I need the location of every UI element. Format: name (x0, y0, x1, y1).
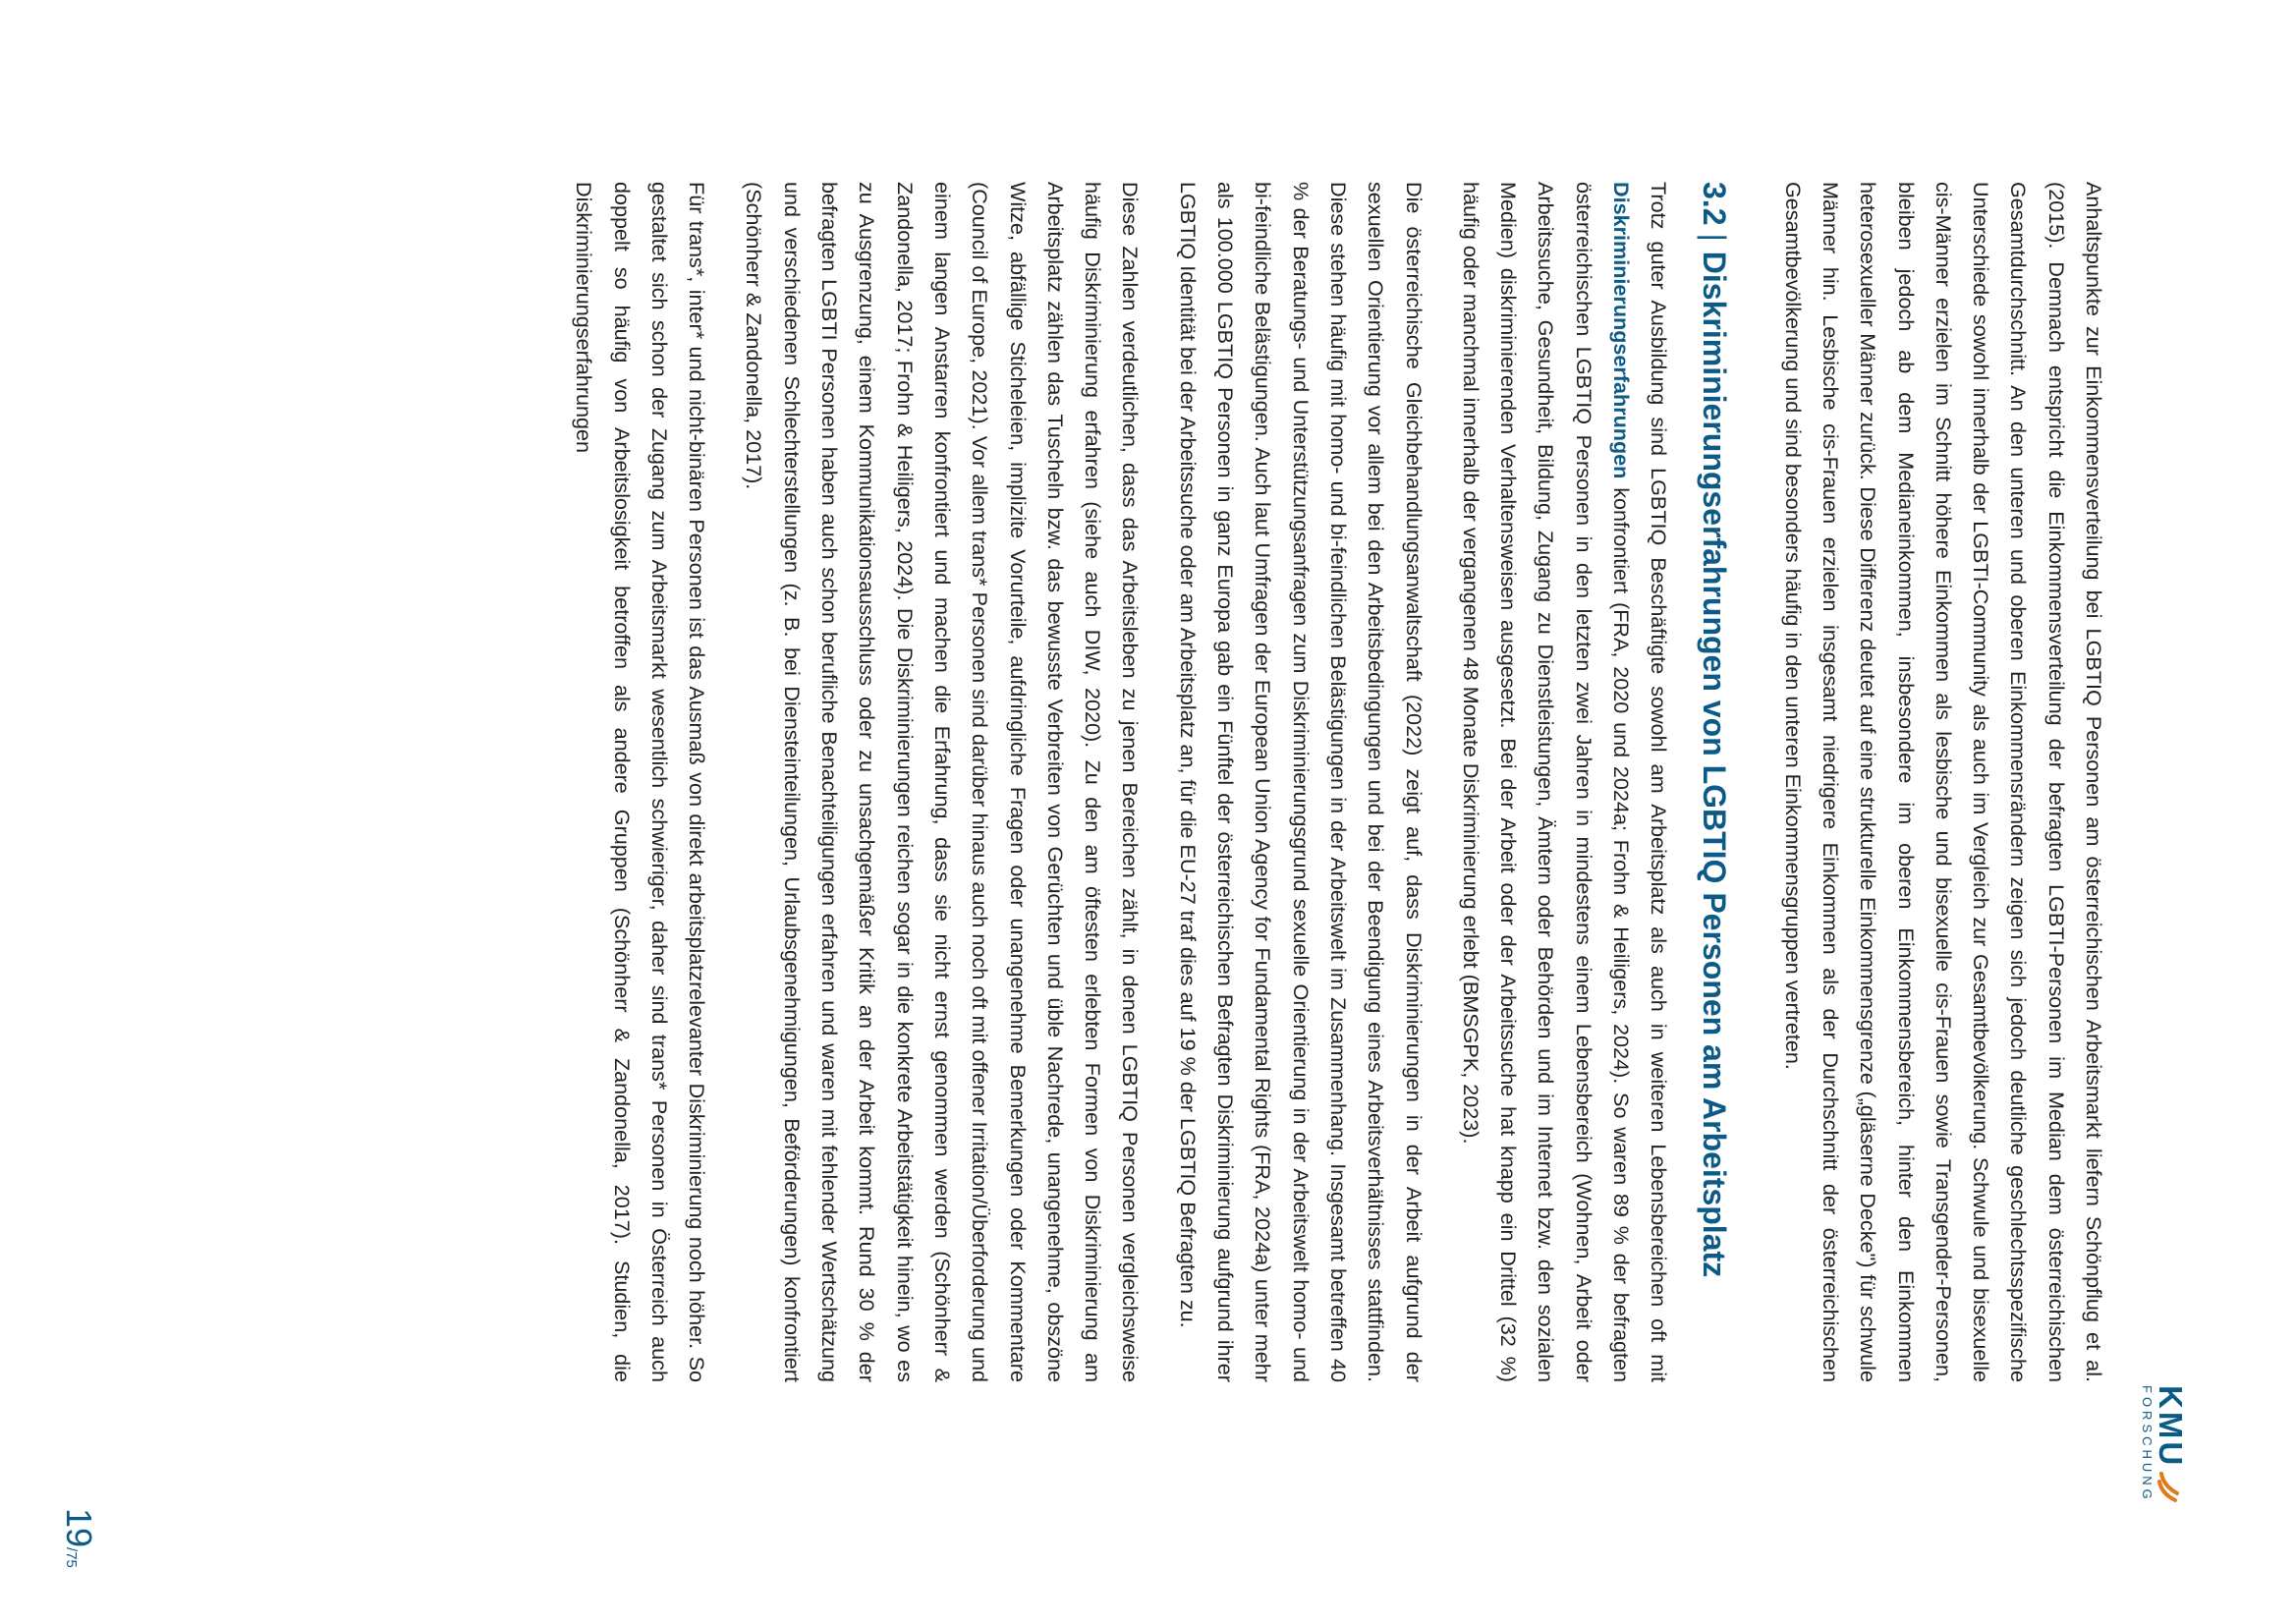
paragraph-3: Die österreichische Gleichbehandlungsanwaltschaft (2022) zeigt auf, dass Diskriminierungen in der Arbeit aufgrund der sexuellen Orientierung vor allem bei den Arbeitsbedingungen und bei der Beendigung eines Arbeitsverhältnisses stattfinden. Diese stehen häufig mit homo- und bi-feindlichen Belästigungen in der Arbeitswelt im Zusammenhang. Insgesamt betreffen 40 % der Beratungs- und Unterstützungsanfragen zum Diskriminierungsgrund sexuelle Orientierung in der Arbeitswelt homo- und bi-feindliche Belästigungen. Auch laut Umfragen der European Union Agency for Fundamental Rights (FRA, 2024a) unter mehr als 100.000 LGBTIQ Personen in ganz Europa gab ein Fünftel der österreichischen Befragten Diskriminierung aufgrund ihrer LGBTIQ Identität bei der Arbeitssuche oder am Arbeitsplatz an, für die EU-27 traf dies auf 19 % der LGBTIQ Befragten zu. (1175, 182, 1427, 1382)
paragraph-4: Diese Zahlen verdeutlichen, dass das Arbeitsleben zu jenen Bereichen zählt, in denen LGBTIQ Personen vergleichsweise häufig Diskriminierung erfahren (siehe auch DIW, 2020). Zu den am öftesten erlebten Formen von Diskriminierung am Arbeitsplatz zählen das Tuscheln bzw. das bewusste Verbreiten von Gerüchten und üble Nachrede, unangenehme, obszöne Witze, abfällige Sticheleien, implizite Vorurteile, aufdringliche Fragen oder unangenehme Bemerkungen oder Kommentare (Council of Europe, 2021). Vor allem trans* Personen sind darüber hinaus auch noch oft mit offener Irritation/Überforderung und einem langen Anstarren konfrontiert und machen die Erfahrung, dass sie nicht ernst genommen werden (Schönherr & Zandonella, 2017; Frohn & Heiligers, 2024). Die Diskriminierungen reichen sogar in die konkrete Arbeitstätigkeit hinein, wo es zu Ausgrenzung, einem Kommunikationsausschluss oder zu unsachgemäßer Kritik an der Arbeit kommt. Rund 30 % der befragten LGBTI Personen haben auch schon berufliche Benachteiligungen erfahren und waren mit fehlender Wertschätzung und verschiedenen Schlechterstellungen (z. B. bei Diensteinteilungen, Urlaubsgenehmigungen, Beförderungen) konfrontiert (Schönherr & Zandonella, 2017). (742, 182, 1144, 1382)
section-title: Diskriminierungserfahrungen von LGBTIQ Personen am Arbeitsplatz (1697, 251, 1733, 1278)
paragraph-2-text-after: konfrontiert (FRA, 2020 und 2024a; Frohn & Heiligers, 2024). So waren 89 % der befragten österreichischen LGBTIQ Personen in den letzten zwei Jahren in mindestens einem Lebensbereich (Wohnen, Arbeit oder Arbeitssuche, Gesundheit, Bildung, Zugang zu Dienstleistungen, Ämtern oder Behörden und im Internet bzw. den sozialen Medien) diskriminierenden Verhaltensweisen ausgesetzt. Bei der Arbeit oder der Arbeitssuche hat knapp ein Drittel (32 %) häufig oder manchmal innerhalb der vergangenen 48 Monate Diskriminierung erlebt (BMSGPK, 2023). (1458, 182, 1635, 1382)
keyword-link[interactable]: Diskriminierungserfahrungen (1609, 182, 1635, 479)
paragraph-5: Für trans*, inter* und nicht-binären Personen ist das Ausmaß von direkt arbeitsplatzrelevanter Diskriminierung noch höher. So gestaltet sich schon der Zugang zum Arbeitsmarkt wesentlich schwieriger, daher sind trans* Personen in Österreich auch doppelt so häufig von Arbeitslosigkeit betroffen als andere Gruppen (Schönherr & Zandonella, 2017). Studien, die Diskriminierungserfahrungen (572, 182, 710, 1382)
section-number: 3.2 (1697, 182, 1733, 226)
heading-divider: | (1697, 233, 1733, 242)
kmu-forschung-logo (2128, 1385, 2187, 1533)
logo-subtitle: FORSCHUNG (2140, 1385, 2155, 1503)
logo-mark: KMU (2153, 1385, 2189, 1469)
section-heading (1695, 182, 1734, 1382)
page-total: /75 (63, 1547, 80, 1568)
logo-swoosh-icon (2155, 1470, 2183, 1503)
paragraph-intro: Anhaltspunkte zur Einkommensverteilung bei LGBTIQ Personen am österreichischen Arbeitsmarkt liefern Schönpflug et al. (2015). Demnach entspricht die Einkommensverteilung der befragten LGBTI-Personen im Median dem österreichischen Gesamtdurchschnitt. An den unteren und oberen Einkommensrändern zeigen sich jedoch deutliche geschlechtsspezifische Unterschiede sowohl innerhalb der LGBTI-Community als auch im Vergleich zur Gesamtbevölkerung. Schwule und bisexuelle cis-Männer erzielen im Schnitt höhere Einkommen als lesbische und bisexuelle cis-Frauen sowie Transgender-Personen, bleiben jedoch ab dem Medianeinkommen, insbesondere im oberen Einkommensbereich, hinter den Einkommen heterosexueller Männer zurück. Diese Differenz deutet auf eine strukturelle Einkommensgrenze („gläserne Decke") für schwule Männer hin. Lesbische cis-Frauen erzielen insgesamt niedrigere Einkommen als der Durchschnitt der österreichischen Gesamtbevölkerung und sind besonders häufig in den unteren Einkommensgruppen vertreten. (1780, 182, 2106, 1382)
paragraph-2-text-before: Trotz guter Ausbildung sind LGBTIQ Beschäftigte sowohl am Arbeitsplatz als auch in weiteren Lebensbereichen oft mit (1647, 182, 1672, 1382)
page-current: 19 (59, 1508, 99, 1548)
document-body (565, 182, 2112, 1382)
page-number (51, 1508, 98, 1568)
paragraph-2 (1452, 182, 1678, 1382)
